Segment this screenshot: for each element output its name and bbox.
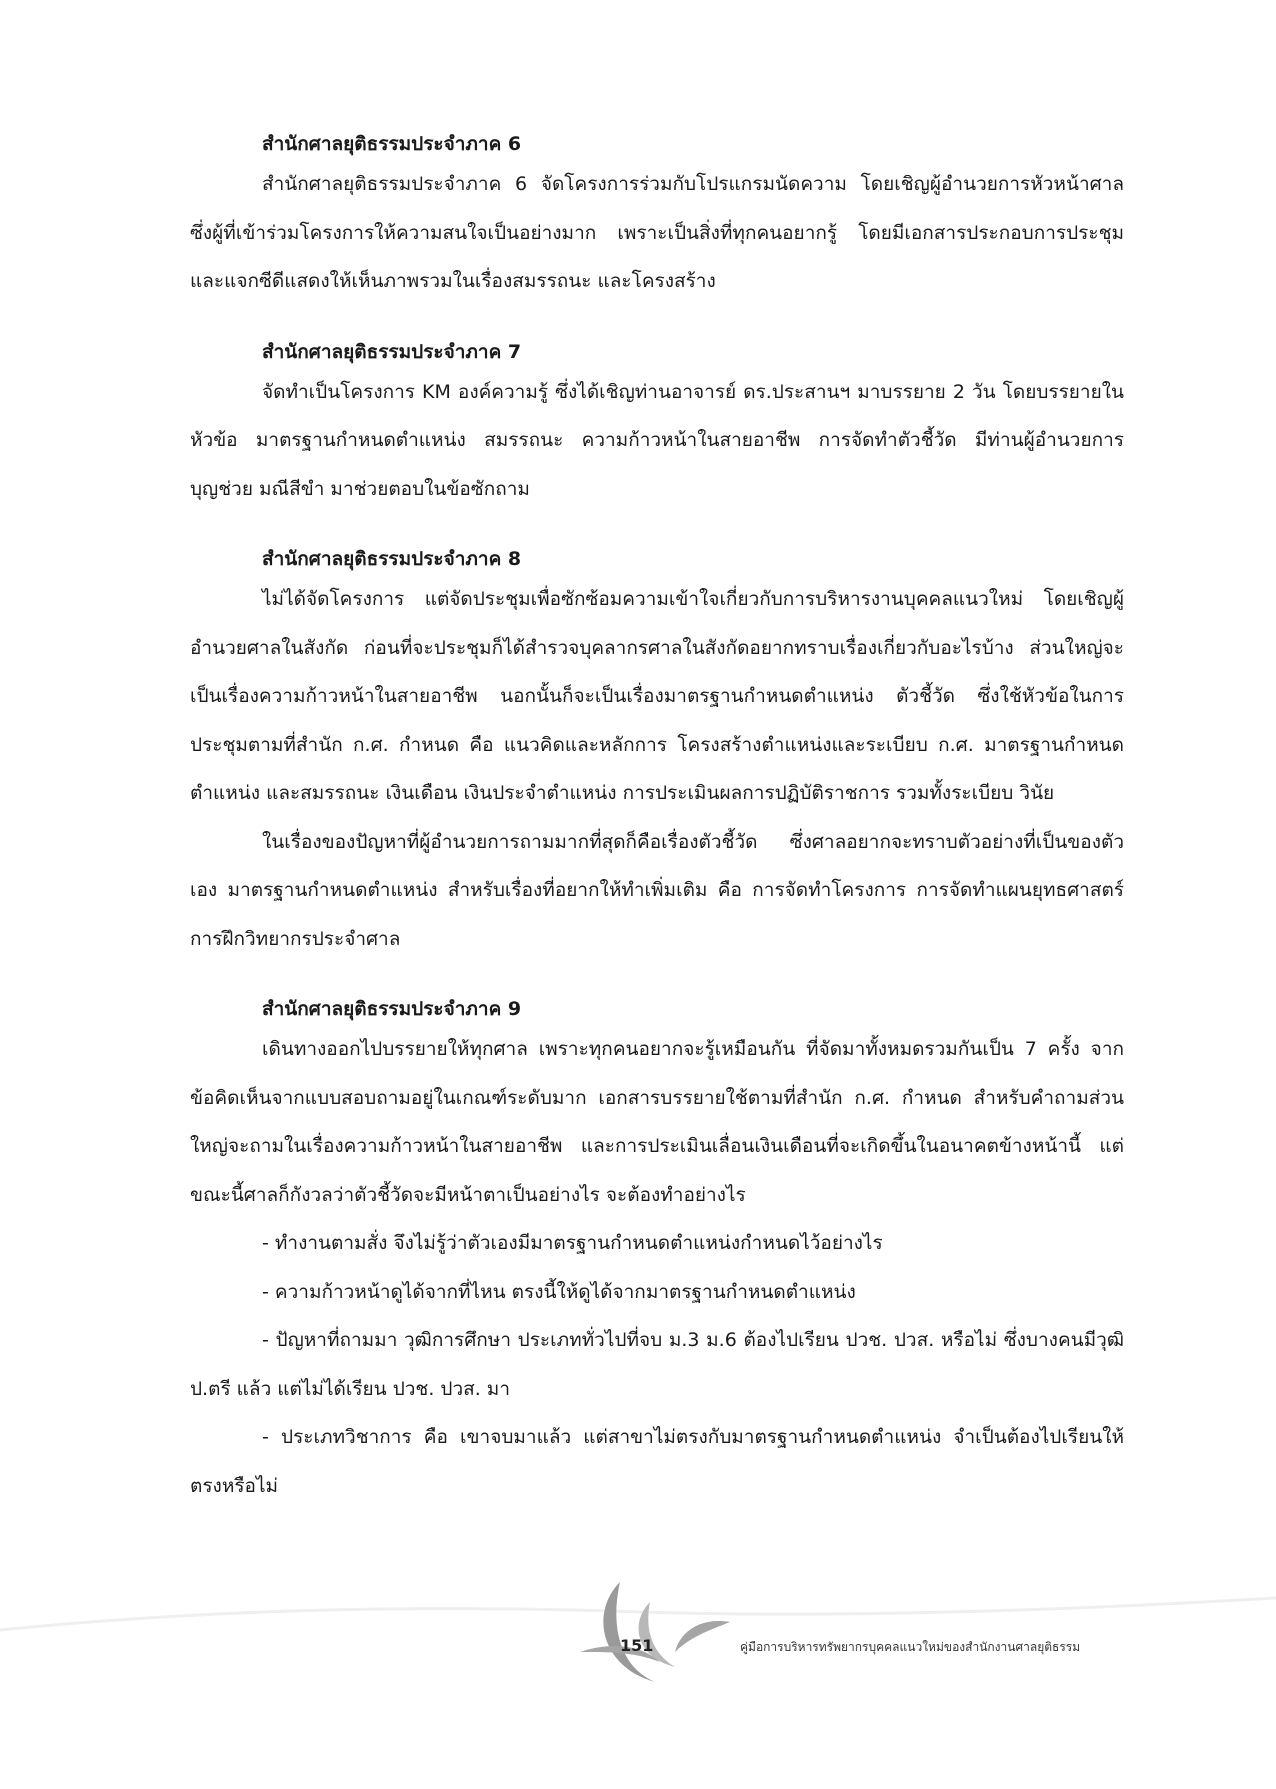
paragraph: จัดทำเป็นโครงการ KM องค์ความรู้ ซึ่งได้เชิญท่านอาจารย์ ดร.ประสานฯ มาบรรยาย 2 วัน โดยบรรยายในหัวข้อ มาตรฐานกำหนดตำแหน่ง สมรรถนะ ความก้าวหน้าในสายอาชีพ การจัดทำตัวชี้วัด มีท่านผู้อำนวยการบุญช่วย มณีสีขำ มาช่วยตอบในข้อซักถาม	[190, 380, 1124, 500]
section-heading: สำนักศาลยุติธรรมประจำภาค 8	[262, 548, 522, 570]
footer-title: คู่มือการบริหารทรัพยากรบุคคลแนวใหม่ของสำนักงานศาลยุติธรรม	[740, 1640, 1081, 1654]
section-region-7	[190, 336, 1124, 514]
section-region-8	[190, 543, 1124, 963]
bullet-item: - ทำงานตามสั่ง จึงไม่รู้ว่าตัวเองมีมาตรฐานกำหนดตำแหน่งกำหนดไว้อย่างไร	[262, 1232, 883, 1254]
section-region-9	[190, 993, 1124, 1510]
paragraph: ในเรื่องของปัญหาที่ผู้อำนวยการถามมากที่สุดก็คือเรื่องตัวชี้วัด ซึ่งศาลอยากจะทราบตัวอย่างที่เป็นของตัวเอง มาตรฐานกำหนดตำแหน่ง สำหรับเรื่องที่อยากให้ทำเพิ่มเติม คือ การจัดทำโครงการ การจัดทำแผนยุทธศาสตร์ การฝึกวิทยากรประจำศาล	[190, 830, 1124, 950]
paragraph: เดินทางออกไปบรรยายให้ทุกศาล เพราะทุกคนอยากจะรู้เหมือนกัน ที่จัดมาทั้งหมดรวมกันเป็น 7 ครั้ง จากข้อคิดเห็นจากแบบสอบถามอยู่ในเกณฑ์ระดับมาก เอกสารบรรยายใช้ตามที่สำนัก ก.ศ. กำหนด สำหรับคำถามส่วนใหญ่จะถามในเรื่องความก้าวหน้าในสายอาชีพ และการประเมินเลื่อนเงินเดือนที่จะเกิดขึ้นในอนาคตข้างหน้านี้ แต่ขณะนี้ศาลก็กังวลว่าตัวชี้วัดจะมีหน้าตาเป็นอย่างไร จะต้องทำอย่างไร	[190, 1038, 1124, 1206]
section-heading: สำนักศาลยุติธรรมประจำภาค 6	[262, 133, 522, 155]
document-body	[190, 128, 1124, 1540]
bullet-item: - ความก้าวหน้าดูได้จากที่ไหน ตรงนี้ให้ดูได้จากมาตรฐานกำหนดตำแหน่ง	[262, 1280, 856, 1303]
section-heading: สำนักศาลยุติธรรมประจำภาค 7	[262, 340, 522, 363]
paragraph: สำนักศาลยุติธรรมประจำภาค 6 จัดโครงการร่วมกับโปรแกรมนัดความ โดยเชิญผู้อำนวยการหัวหน้าศาล ซึ่งผู้ที่เข้าร่วมโครงการให้ความสนใจเป็นอย่างมาก เพราะเป็นสิ่งที่ทุกคนอยากรู้ โดยมีเอกสารประกอบการประชุม และแจกซีดีแสดงให้เห็นภาพรวมในเรื่องสมรรถนะ และโครงสร้าง	[190, 173, 1124, 292]
bullet-item: - ปัญหาที่ถามมา วุฒิการศึกษา ประเภททั่วไปที่จบ ม.3 ม.6 ต้องไปเรียน ปวช. ปวส. หรือไม่ ซึ่งบางคนมีวุฒิ ป.ตรี แล้ว แต่ไม่ได้เรียน ปวช. ปวส. มา	[190, 1329, 1124, 1400]
swirl-logo-icon	[580, 1572, 730, 1692]
page-number: 151	[620, 1636, 654, 1655]
section-region-6	[190, 128, 1124, 306]
page-footer	[0, 1560, 1276, 1700]
paragraph: ไม่ได้จัดโครงการ แต่จัดประชุมเพื่อซักซ้อมความเข้าใจเกี่ยวกับการบริหารงานบุคคลแนวใหม่ โดยเชิญผู้อำนวยศาลในสังกัด ก่อนที่จะประชุมก็ได้สำรวจบุคลากรศาลในสังกัดอยากทราบเรื่องเกี่ยวกับอะไรบ้าง ส่วนใหญ่จะเป็นเรื่องความก้าวหน้าในสายอาชีพ นอกนั้นก็จะเป็นเรื่องมาตรฐานกำหนดตำแหน่ง ตัวชี้วัด ซึ่งใช้หัวข้อในการประชุมตามที่สำนัก ก.ศ. กำหนด คือ แนวคิดและหลักการ โครงสร้างตำแหน่งและระเบียบ ก.ศ. มาตรฐานกำหนดตำแหน่ง และสมรรถนะ เงินเดือน เงินประจำตำแหน่ง การประเมินผลการปฏิบัติราชการ รวมทั้งระเบียบ วินัย	[190, 588, 1124, 804]
bullet-item: - ประเภทวิชาการ คือ เขาจบมาแล้ว แต่สาขาไม่ตรงกับมาตรฐานกำหนดตำแหน่ง จำเป็นต้องไปเรียนให้ตรงหรือไม่	[190, 1426, 1124, 1497]
section-heading: สำนักศาลยุติธรรมประจำภาค 9	[262, 998, 522, 1020]
